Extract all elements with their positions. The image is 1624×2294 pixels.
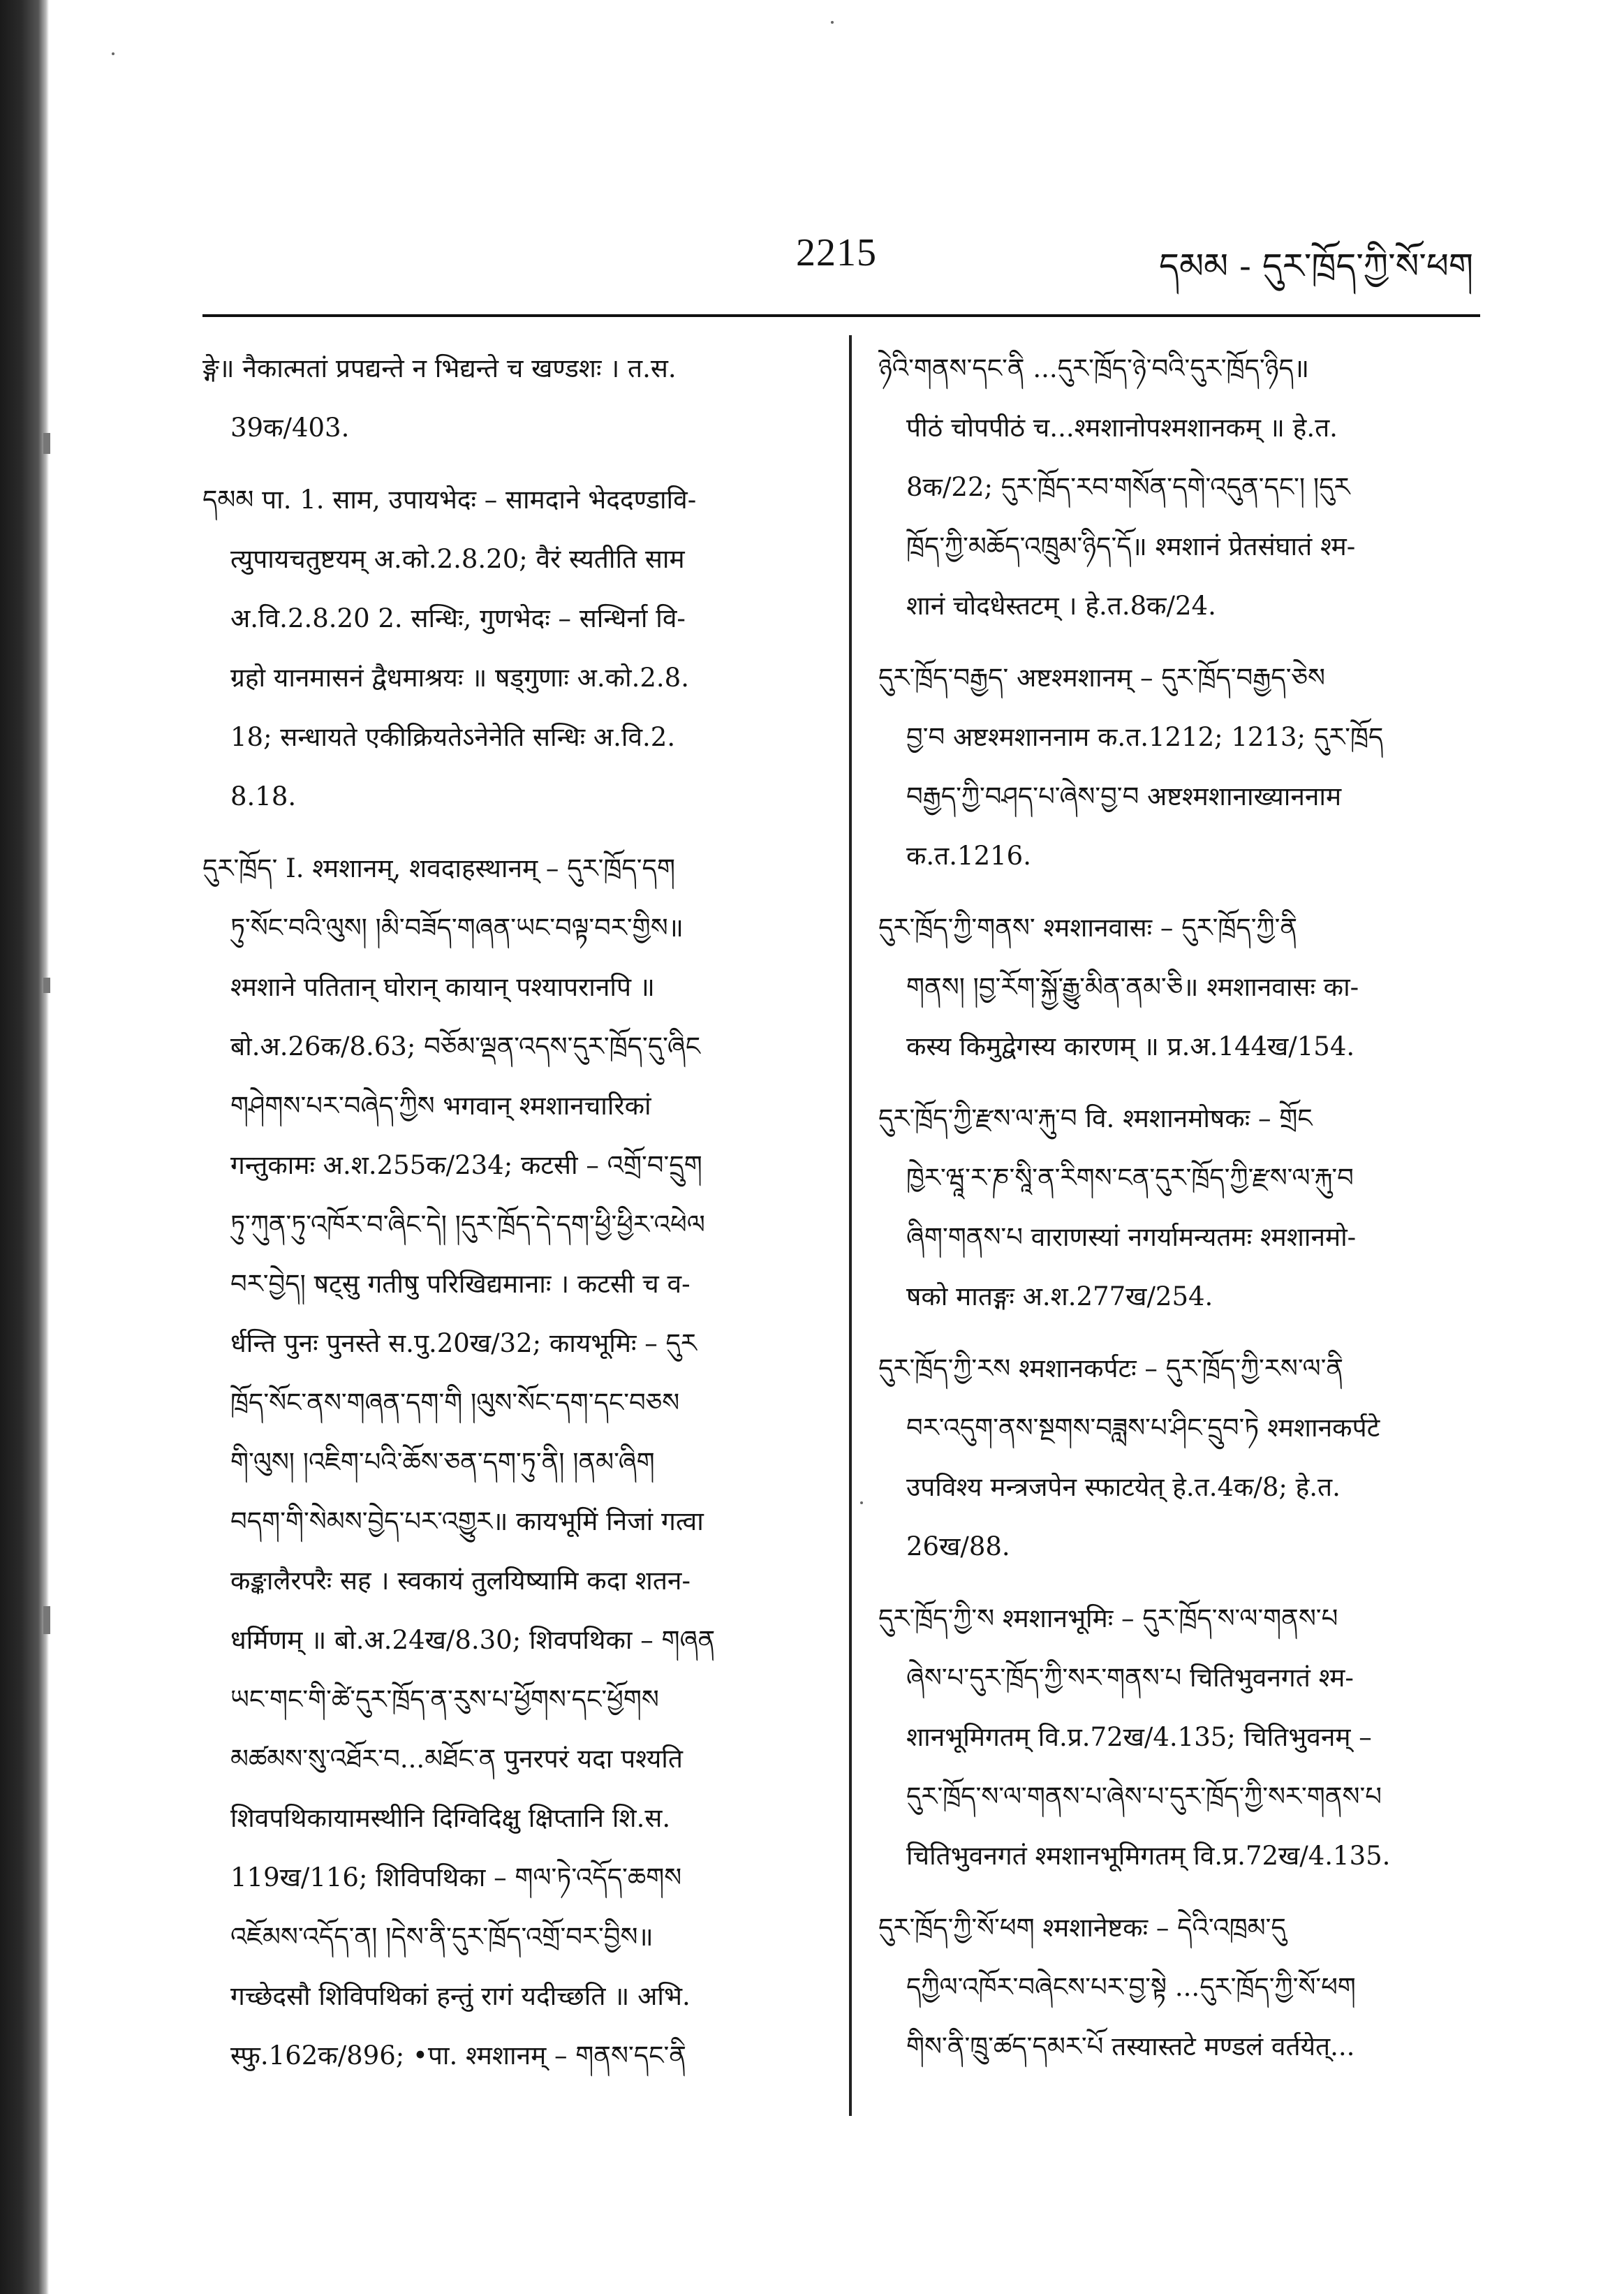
dictionary-line: དུར་ཁྲོད་ཀྱི་ས श्मशानभूमिः – དུར་ཁྲོད་ས་ལ་གནས་པ [878,1603,1338,1633]
book-spine-shadow [0,0,49,2294]
dictionary-line: བར་བྱེད། षट्सु गतीषु परिखिद्यमानाः । कटसी च व- [230,1269,691,1299]
dictionary-line: 8.18. [230,781,297,811]
dictionary-line: 119ख/116; शिविपथिका – གལ་ཏེ་འདོད་ཆགས [230,1862,682,1892]
dictionary-line: कङ्कालैरपरैः सह । स्वकायं तुलयिष्यामि कदा शतन- [230,1566,691,1596]
dictionary-line: ཁྲོད་སོང་ནས་གཞན་དག་གི །ལུས་སོང་དག་དང་བཅས [230,1388,680,1418]
entry-gap [878,885,1482,898]
entry-gap [878,635,1482,648]
scan-dot [112,52,115,55]
dictionary-line: 26ख/88. [906,1531,1010,1561]
entry-gap [202,826,820,839]
dictionary-line: བདག་གི་སེམས་བྱེད་པར་འགྱུར॥ कायभूमिं निजां गत्वा [230,1506,704,1536]
dictionary-line: शिवपथिकायामस्थीनि दिग्विदिक्षु क्षिप्तानि शि.स. [230,1803,671,1833]
dictionary-line: དམམ पा. 1. साम, उपायभेदः – सामदाने भेददण्डावि- [202,485,697,515]
dictionary-line: ཞིག་གནས་པ वाराणस्यां नगर्यामन्यतमः श्मशानमो- [906,1222,1357,1252]
dictionary-line: ग्रहो यानमासनं द्वैधमाश्रयः ॥ षड्गुणाः अ.को.2.8. [230,663,689,693]
dictionary-line: འཇོམས་འདོད་ན། །དེས་ནི་དུར་ཁྲོད་འགྲོ་བར་བྱིས॥ [230,1922,654,1952]
dictionary-line: བརྒྱད་ཀྱི་བཤད་པ་ཞེས་བྱ་བ अष्टश्मशानाख्याननाम [906,781,1342,811]
dictionary-line: 18; सन्धायते एकीक्रियतेऽनेनेति सन्धिः अ.वि.2. [230,722,676,752]
dictionary-line: ཡང་གང་གི་ཚེ་དུར་ཁྲོད་ན་རུས་པ་ཕྱོགས་དང་ཕྱོགས [230,1684,659,1714]
dictionary-line: स्फु.162क/896; •पा. श्मशानम् – གནས་དང་ནི [230,2041,686,2071]
dictionary-line: पीठं चोपपीठं च...श्मशानोपश्मशानकम् ॥ हे.त. [906,413,1338,443]
page-number: 2215 [796,231,877,274]
dictionary-line: གཤེགས་པར་བཞེད་ཀྱིས भगवान् श्मशानचारिकां [230,1091,651,1121]
dictionary-line: 39क/403. [230,413,350,443]
entry-gap [878,1576,1482,1589]
dictionary-line: ཞེས་པ་དུར་ཁྲོད་ཀྱི་སར་གནས་པ चितिभुवनगतं श्म- [906,1663,1354,1693]
column-divider [849,335,852,2116]
dictionary-line: षको मातङ्गः अ.श.277ख/254. [906,1281,1213,1311]
dictionary-line: ङ्गे॥ नैकात्मतां प्रपद्यन्ते न भिद्यन्ते च खण्डशः । त.स. [202,353,677,383]
dictionary-line: श्मशाने पतितान् घोरान् कायान् पश्यापरानपि ॥ [230,972,655,1002]
dictionary-line: བར་འདུག་ནས་སྔགས་བཟླས་པ་ཤིང་དྲུབ་ཏེ श्मशानकर्पटे [906,1413,1380,1443]
dictionary-line: བྱ་བ अष्टश्मशाननाम क.त.1212; 1213; དུར་ཁྲོད [906,722,1384,752]
dictionary-line: དུར་ཁྲོད་ཀྱི་རྫས་ལ་རྐུ་བ वि. श्मशानमोषकः – གྲོང [878,1103,1313,1133]
running-head: དམམ - དུར་ཁྲོད་ཀྱི་སོ་ཕག [1159,246,1474,286]
dictionary-line: ཏུ་ཀུན་ཏུ་འཁོར་བ་ཞིང་དེ། །དུར་ཁྲོད་དེ་དག་ཕྱི་ཕྱིར་འཕེལ [230,1210,705,1240]
dictionary-line: དུར་ཁྲོད་ I. श्मशानम्, शवदाहस्थानम् – དུར་ཁྲོད་དག [202,853,675,883]
dictionary-line: त्युपायचतुष्टयम् अ.को.2.8.20; वैरं स्यतीति साम [230,544,685,574]
dictionary-line: उपविश्य मन्त्रजपेन स्फाटयेत् हे.त.4क/8; हे.त. [906,1472,1341,1502]
dictionary-line: 8क/22; དུར་ཁྲོད་རབ་གསོན་དགེ་འདུན་དང་། །དུར [906,472,1350,502]
entry-gap [202,457,820,470]
scan-speck [43,978,50,993]
dictionary-line: དུར་ཁྲོད་ཀྱི་རས श्मशानकर्पटः – དུར་ཁྲོད་ཀྱི་རས་ལ་ནི [878,1353,1344,1383]
scan-speck [43,433,50,454]
header-rule [202,314,1480,317]
dictionary-line: ཏུ་སོང་བའི་ལུས། །མི་བཟོད་གཞན་ཡང་བལྟ་བར་གྱིས॥ [230,913,684,943]
dictionary-line: དུར་ཁྲོད་ས་ལ་གནས་པ་ཞེས་པ་དུར་ཁྲོད་ཀྱི་སར་གནས་པ [906,1781,1382,1811]
dictionary-line: शानभूमिगतम् वि.प्र.72ख/4.135; चितिभुवनम् – [906,1722,1372,1752]
entry-gap [878,1076,1482,1089]
dictionary-line: अ.वि.2.8.20 2. सन्धिः, गुणभेदः – सन्धिर्ना वि- [230,603,686,633]
dictionary-line: གནས། །བྱ་རོག་སྐྱོ་རྒྱུ་མིན་ནམ་ཅི॥ श्मशानवासः का- [906,972,1359,1002]
dictionary-line: बो.अ.26क/8.63; བཅོམ་ལྡན་འདས་དུར་ཁྲོད་དུ་ཞིང [230,1031,701,1061]
dictionary-line: གིས་ནི་ཁྲུ་ཚད་དམར་པོ तस्यास्तटे मण्डलं वर्तयेत्... [906,2031,1355,2061]
dictionary-line: དུར་ཁྲོད་བརྒྱད་ अष्टश्मशानम् – དུར་ཁྲོད་བརྒྱད་ཅེས [878,663,1326,693]
dictionary-line: गच्छेदसौ शिविपथिकां हन्तुं रागं यदीच्छति ॥ अभि. [230,1981,691,2011]
scan-dot [860,1501,863,1504]
dictionary-line: क.त.1216. [906,841,1031,871]
entry-gap [878,1885,1482,1898]
dictionary-line: चितिभुवनगतं श्मशानभूमिगतम् वि.प्र.72ख/4.135. [906,1841,1391,1871]
left-column [202,339,820,2085]
dictionary-line: गन्तुकामः अ.श.255क/234; कटसी – འགྲོ་བ་དྲུག [230,1150,702,1180]
dictionary-line: शानं चोदधेस्तटम् । हे.त.8क/24. [906,591,1216,621]
dictionary-line: ཁྱེར་ཝཱ་ར་ཎ་སཱི་ན་རིགས་ངན་དུར་ཁྲོད་ཀྱི་རྫས་ལ་རྐུ་བ [906,1163,1354,1193]
dictionary-line: དུར་ཁྲོད་ཀྱི་གནས་ श्मशानवासः – དུར་ཁྲོད་ཀྱི་ནི [878,913,1298,943]
right-column [878,339,1482,2076]
entry-gap [878,1326,1482,1339]
dictionary-line: ཉེའི་གནས་དང་ནི ...དུར་ཁྲོད་ཉེ་བའི་དུར་ཁྲོད་ཉིད॥ [878,353,1310,383]
dictionary-line: ཁྲོད་ཀྱི་མཆོད་འཁྲུམ་ཉིད་དོ॥ श्मशानं प्रेतसंघातं श्म- [906,531,1356,561]
scan-dot [831,21,834,24]
dictionary-line: र्धन्ति पुनः पुनस्ते स.पु.20ख/32; कायभूमिः – དུར [230,1328,697,1358]
dictionary-line: དཀྱིལ་འཁོར་བཞེངས་པར་བྱ་སྟེ ...དུར་ཁྲོད་ཀྱི་སོ་ཕག [906,1972,1356,2002]
dictionary-line: धर्मिणम् ॥ बो.अ.24ख/8.30; शिवपथिका – གཞན [230,1625,716,1655]
scan-speck [43,1606,50,1634]
dictionary-line: གི་ལུས། །འཇིག་པའི་ཆོས་ཅན་དག་ཏུ་ནི། །ནམ་ཞིག [230,1447,655,1477]
dictionary-line: कस्य किमुद्वेगस्य कारणम् ॥ प्र.अ.144ख/154. [906,1031,1355,1061]
dictionary-line: དུར་ཁྲོད་ཀྱི་སོ་ཕག श्मशानेष्टकः – དེའི་འཁྲམ་དུ [878,1913,1286,1943]
dictionary-line: མཚམས་སུ་འཐོར་བ...མཐོང་ན पुनरपरं यदा पश्यति [230,1744,683,1774]
